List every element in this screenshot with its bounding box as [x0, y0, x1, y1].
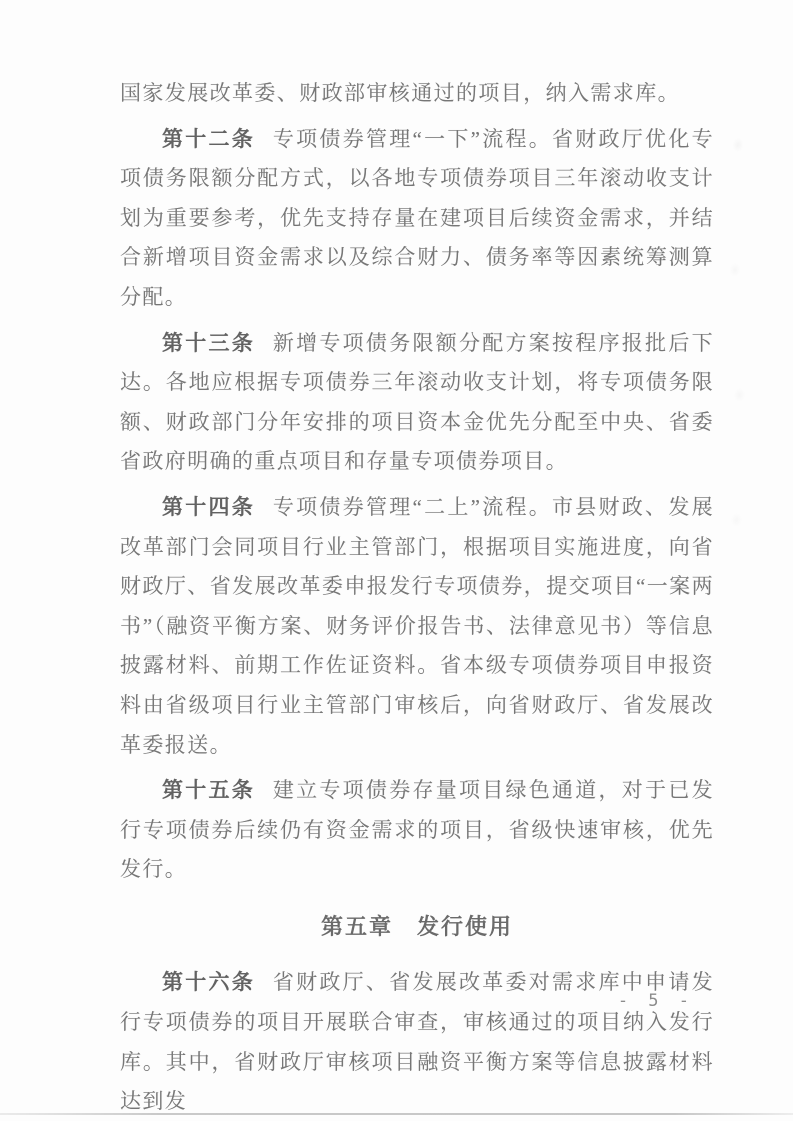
page-number: - 5 - — [617, 991, 694, 1011]
article-14-paragraph — [120, 488, 714, 765]
article-14-number: 第十四条 — [162, 494, 256, 519]
article-13-number: 第十三条 — [162, 330, 256, 355]
article-15-number: 第十五条 — [162, 778, 256, 803]
article-15-text: 建立专项债券存量项目绿色通道，对于已发行专项债券后续仍有资金需求的项目，省级快速审核，优先发行。 — [120, 778, 714, 882]
article-13-paragraph — [120, 324, 714, 482]
chapter-heading: 第五章 发行使用 — [320, 913, 513, 939]
article-12-paragraph — [120, 120, 714, 318]
scan-bleedthrough-artifact — [723, 120, 753, 620]
article-12-number: 第十二条 — [162, 126, 256, 151]
scan-edge-line — [0, 1113, 793, 1115]
article-16-paragraph — [120, 963, 714, 1121]
article-13-text: 新增专项债务限额分配方案按程序报批后下达。各地应根据专项债券三年滚动收支计划，将专项债务限额、财政部门分年安排的项目资本金优先分配至中央、省委省政府明确的重点项目和存量专项债券项目。 — [120, 330, 714, 474]
paragraph-continuation: 国家发展改革委、财政部审核通过的项目，纳入需求库。 — [120, 81, 680, 105]
page-content — [120, 74, 714, 1121]
article-15-paragraph — [120, 771, 714, 890]
article-16-text: 省财政厅、省发展改革委对需求库中申请发行专项债券的项目开展联合审查，审核通过的项目纳入发行库。其中，省财政厅审核项目融资平衡方案等信息披露材料达到发 — [120, 970, 714, 1114]
article-16-number: 第十六条 — [162, 970, 256, 995]
article-12-text: 专项债券管理“一下”流程。省财政厅优化专项债务限额分配方式，以各地专项债券项目三年滚动收支计划为重要参考，优先支持存量在建项目后续资金需求，并结合新增项目资金需求以及综合财力、债务率等因素统筹测算分配。 — [120, 126, 714, 309]
article-14-text: 专项债券管理“二上”流程。市县财政、发展改革部门会同项目行业主管部门，根据项目实施进度，向省财政厅、省发展改革委申报发行专项债券，提交项目“一案两书”（融资平衡方案、财务评价报告书、法律意见书）等信息披露材料、前期工作佐证资料。省本级专项债券项目申报资料由省级项目行业主管部门审核后，向省财政厅、省发展改革委报送。 — [120, 494, 714, 757]
